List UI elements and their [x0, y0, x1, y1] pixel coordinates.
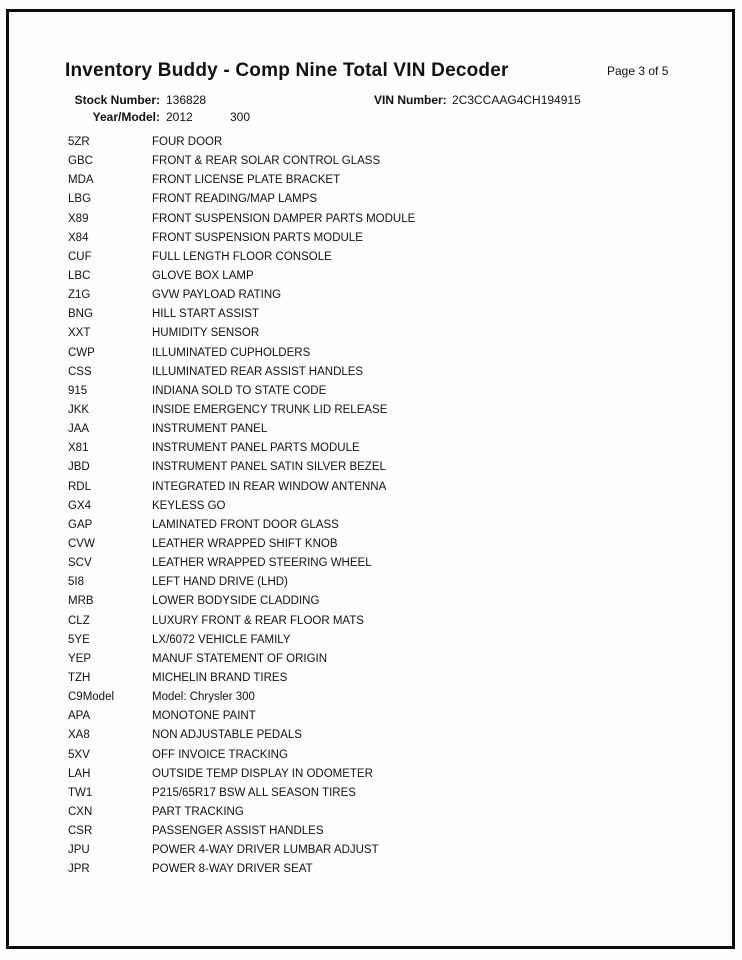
option-code: XA8	[68, 729, 90, 742]
option-description: INSTRUMENT PANEL	[152, 423, 268, 436]
option-code: CVW	[68, 537, 95, 550]
table-row	[68, 210, 668, 229]
option-description: INDIANA SOLD TO STATE CODE	[152, 384, 327, 397]
table-row	[68, 669, 668, 688]
table-row	[68, 860, 668, 879]
table-row	[68, 363, 668, 382]
option-description: KEYLESS GO	[152, 499, 226, 512]
option-description: LAMINATED FRONT DOOR GLASS	[152, 518, 339, 531]
year-value: 2012	[166, 110, 193, 124]
option-code: LBC	[68, 269, 91, 282]
option-description: HILL START ASSIST	[152, 308, 259, 321]
option-code: 5ZR	[68, 136, 90, 148]
option-description: ILLUMINATED CUPHOLDERS	[152, 346, 311, 359]
option-code: 5I8	[68, 576, 84, 589]
option-code: 5XV	[68, 748, 90, 761]
table-row	[68, 784, 668, 803]
table-row	[68, 286, 668, 305]
table-row	[68, 401, 668, 420]
year-model-label: Year/Model:	[92, 110, 160, 124]
option-code: MDA	[68, 174, 94, 187]
table-row	[68, 190, 668, 209]
option-description: POWER 8-WAY DRIVER SEAT	[152, 863, 313, 876]
table-row	[68, 382, 668, 401]
vin-number-value: 2C3CCAAG4CH194915	[452, 93, 581, 107]
option-code: XXT	[68, 327, 91, 340]
table-row	[68, 420, 668, 439]
option-description: GLOVE BOX LAMP	[152, 269, 254, 282]
option-code: RDL	[68, 480, 92, 493]
table-row	[68, 765, 668, 784]
option-description: INTEGRATED IN REAR WINDOW ANTENNA	[152, 480, 387, 493]
option-description: INSIDE EMERGENCY TRUNK LID RELEASE	[152, 403, 388, 416]
option-code: CSR	[68, 825, 93, 838]
option-description: GVW PAYLOAD RATING	[152, 289, 282, 302]
table-row	[68, 305, 668, 324]
table-row	[68, 344, 668, 363]
option-code: SCV	[68, 557, 92, 570]
table-row	[68, 746, 668, 765]
option-code: MRB	[68, 595, 94, 608]
stock-number-value: 136828	[166, 93, 207, 107]
options-list	[68, 133, 668, 879]
option-code: JBD	[68, 461, 90, 474]
table-row	[68, 707, 668, 726]
page-title: Inventory Buddy - Comp Nine Total VIN Decoder	[65, 60, 509, 81]
option-code: JPU	[68, 844, 90, 857]
option-description: INSTRUMENT PANEL PARTS MODULE	[152, 442, 360, 455]
option-code: GBC	[68, 155, 93, 168]
option-description: MICHELIN BRAND TIRES	[152, 671, 288, 684]
option-description: FRONT LICENSE PLATE BRACKET	[152, 174, 341, 187]
option-description: NON ADJUSTABLE PEDALS	[152, 729, 302, 742]
table-row	[68, 133, 668, 152]
option-code: JPR	[68, 863, 90, 876]
option-code: APA	[68, 710, 91, 723]
option-code: CLZ	[68, 614, 90, 627]
option-description: OFF INVOICE TRACKING	[152, 748, 288, 761]
table-row	[68, 822, 668, 841]
option-description: FRONT READING/MAP LAMPS	[152, 193, 318, 206]
option-description: MONOTONE PAINT	[152, 710, 256, 723]
option-code: CXN	[68, 805, 93, 818]
option-description: LEATHER WRAPPED SHIFT KNOB	[152, 537, 338, 550]
option-code: LAH	[68, 767, 91, 780]
option-code: CSS	[68, 365, 92, 378]
table-row	[68, 803, 668, 822]
vin-number-label: VIN Number:	[374, 93, 447, 107]
option-code: CWP	[68, 346, 95, 359]
option-code: X81	[68, 442, 89, 455]
option-description: FULL LENGTH FLOOR CONSOLE	[152, 250, 332, 263]
stock-number-label: Stock Number:	[74, 93, 160, 107]
option-code: GX4	[68, 499, 92, 512]
option-description: LUXURY FRONT & REAR FLOOR MATS	[152, 614, 364, 627]
option-code: C9Model	[68, 691, 115, 704]
option-description: MANUF STATEMENT OF ORIGIN	[152, 652, 328, 665]
table-row	[68, 171, 668, 190]
option-code: X89	[68, 212, 89, 225]
option-description: FRONT SUSPENSION PARTS MODULE	[152, 231, 363, 244]
option-description: INSTRUMENT PANEL SATIN SILVER BEZEL	[152, 461, 386, 474]
table-row	[68, 267, 668, 286]
option-description: HUMIDITY SENSOR	[152, 327, 260, 340]
option-description: PART TRACKING	[152, 805, 244, 818]
option-code: JKK	[68, 403, 90, 416]
table-row	[68, 631, 668, 650]
option-code: YEP	[68, 652, 92, 665]
option-code: TW1	[68, 786, 93, 799]
page-number: Page 3 of 5	[607, 64, 669, 78]
table-row	[68, 612, 668, 631]
option-description: PASSENGER ASSIST HANDLES	[152, 825, 324, 838]
model-value: 300	[230, 110, 251, 124]
option-description: POWER 4-WAY DRIVER LUMBAR ADJUST	[152, 844, 379, 857]
option-description: ILLUMINATED REAR ASSIST HANDLES	[152, 365, 364, 378]
option-description: LOWER BODYSIDE CLADDING	[152, 595, 320, 608]
table-row	[68, 439, 668, 458]
table-row	[68, 478, 668, 497]
option-description: Model: Chrysler 300	[152, 691, 255, 704]
table-row	[68, 573, 668, 592]
option-description: LEFT HAND DRIVE (LHD)	[152, 576, 288, 589]
table-row	[68, 458, 668, 477]
table-row	[68, 152, 668, 171]
table-row	[68, 592, 668, 611]
option-description: FOUR DOOR	[152, 136, 223, 148]
table-row	[68, 841, 668, 860]
option-description: OUTSIDE TEMP DISPLAY IN ODOMETER	[152, 767, 373, 780]
option-description: P215/65R17 BSW ALL SEASON TIRES	[152, 786, 356, 799]
option-code: CUF	[68, 250, 92, 263]
option-code: JAA	[68, 423, 90, 436]
option-code: BNG	[68, 308, 93, 321]
option-code: GAP	[68, 518, 93, 531]
option-description: LEATHER WRAPPED STEERING WHEEL	[152, 557, 372, 570]
option-code: 5YE	[68, 633, 90, 646]
option-description: FRONT SUSPENSION DAMPER PARTS MODULE	[152, 212, 416, 225]
table-row	[68, 535, 668, 554]
table-row	[68, 248, 668, 267]
table-row	[68, 726, 668, 745]
table-row	[68, 516, 668, 535]
option-code: TZH	[68, 671, 91, 684]
table-row	[68, 497, 668, 516]
table-row	[68, 324, 668, 343]
table-row	[68, 229, 668, 248]
option-code: 915	[68, 384, 88, 397]
table-row	[68, 554, 668, 573]
table-row	[68, 650, 668, 669]
option-code: LBG	[68, 193, 92, 206]
option-code: X84	[68, 231, 89, 244]
option-description: LX/6072 VEHICLE FAMILY	[152, 633, 291, 646]
option-code: Z1G	[68, 289, 91, 302]
table-row	[68, 688, 668, 707]
option-description: FRONT & REAR SOLAR CONTROL GLASS	[152, 155, 381, 168]
